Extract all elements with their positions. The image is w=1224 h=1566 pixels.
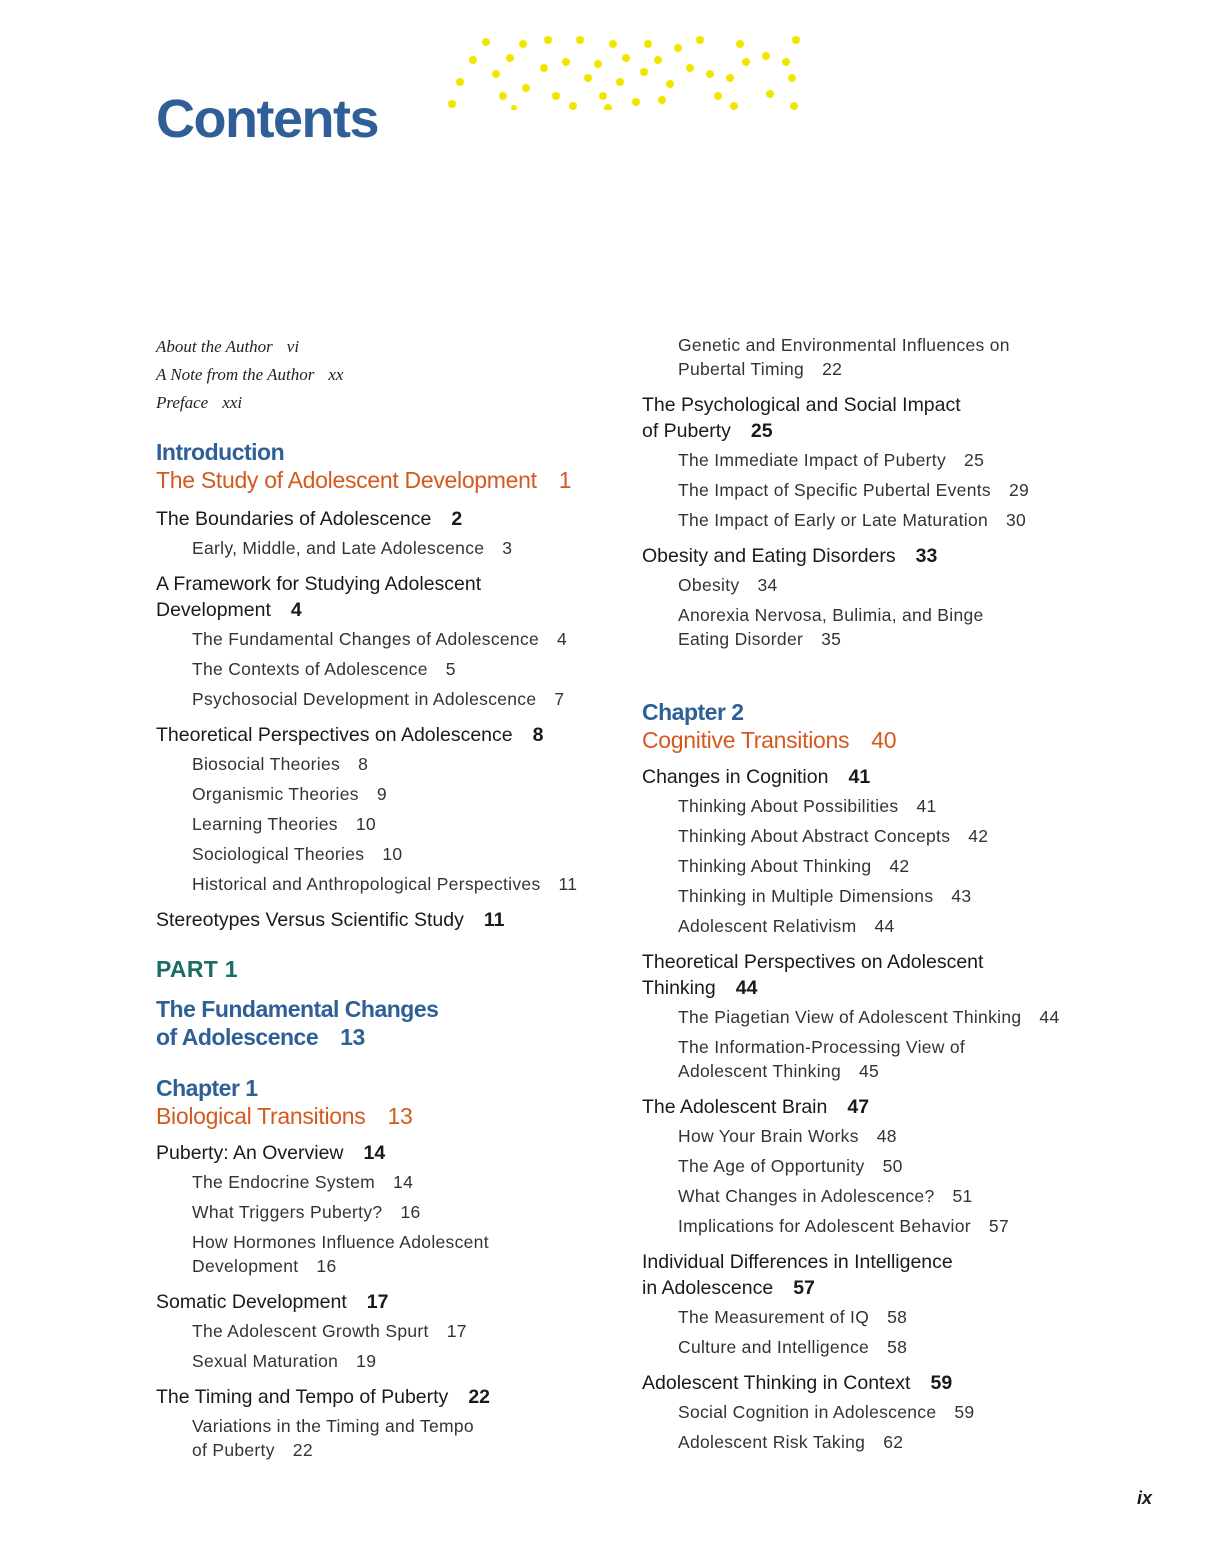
introduction-heading — [156, 439, 606, 495]
toc-subsection[interactable]: Obesity 34 — [678, 575, 778, 595]
contents-left-column — [156, 333, 606, 1462]
chapter-1-heading — [156, 1075, 606, 1131]
toc-section[interactable]: Puberty: An Overview 14 — [156, 1142, 386, 1164]
toc-subsection[interactable]: The Impact of Specific Pubertal Events 29 — [678, 480, 1030, 500]
toc-subsection[interactable]: What Triggers Puberty? 16 — [192, 1202, 421, 1222]
toc-section[interactable]: The Psychological and Social Impact of Puberty 25 — [642, 394, 961, 442]
introduction-label: Introduction — [156, 439, 285, 465]
decorative-dot-pattern — [448, 34, 800, 110]
toc-subsection[interactable]: Implications for Adolescent Behavior 57 — [678, 1216, 1009, 1236]
toc-subsection[interactable]: The Impact of Early or Late Maturation 30 — [678, 510, 1027, 530]
toc-subsection[interactable]: How Your Brain Works 48 — [678, 1126, 897, 1146]
toc-section[interactable]: Individual Differences in Intelligence in Adolescence 57 — [642, 1251, 953, 1299]
toc-subsection[interactable]: The Endocrine System 14 — [192, 1172, 414, 1192]
chapter-title[interactable]: Cognitive Transitions 40 — [642, 727, 897, 753]
toc-subsection[interactable]: What Changes in Adolescence? 51 — [678, 1186, 973, 1206]
toc-subsection[interactable]: Anorexia Nervosa, Bulimia, and Binge Eating Disorder 35 — [678, 605, 984, 649]
toc-subsection[interactable]: The Measurement of IQ 58 — [678, 1307, 908, 1327]
toc-section[interactable]: Stereotypes Versus Scientific Study 11 — [156, 909, 505, 931]
front-matter-item[interactable]: A Note from the Author xx — [156, 365, 344, 384]
contents-right-column — [642, 333, 1102, 1454]
toc-subsection[interactable]: Social Cognition in Adolescence 59 — [678, 1402, 975, 1422]
toc-subsection[interactable]: Adolescent Risk Taking 62 — [678, 1432, 904, 1452]
toc-section[interactable]: A Framework for Studying Adolescent Development 4 — [156, 573, 482, 621]
toc-subsection[interactable]: Thinking About Possibilities 41 — [678, 796, 937, 816]
toc-section[interactable]: Somatic Development 17 — [156, 1291, 389, 1313]
toc-subsection[interactable]: Culture and Intelligence 58 — [678, 1337, 908, 1357]
part-label: PART 1 — [156, 956, 238, 982]
toc-subsection[interactable]: Early, Middle, and Late Adolescence 3 — [192, 538, 513, 558]
front-matter-item[interactable]: About the Author vi — [156, 337, 300, 356]
part-title[interactable]: The Fundamental Changes of Adolescence 13 — [156, 996, 439, 1050]
toc-subsection[interactable]: Psychosocial Development in Adolescence 7 — [192, 689, 565, 709]
toc-section[interactable]: The Boundaries of Adolescence 2 — [156, 508, 463, 530]
toc-section[interactable]: The Adolescent Brain 47 — [642, 1096, 870, 1118]
toc-section[interactable]: Changes in Cognition 41 — [642, 766, 871, 788]
toc-subsection[interactable]: The Fundamental Changes of Adolescence 4 — [192, 629, 568, 649]
page-number: ix — [1136, 1488, 1152, 1508]
toc-subsection[interactable]: Thinking About Abstract Concepts 42 — [678, 826, 989, 846]
toc-section[interactable]: Obesity and Eating Disorders 33 — [642, 545, 938, 567]
chapter-2-heading — [642, 699, 1102, 755]
toc-section[interactable]: Theoretical Perspectives on Adolescent Thinking 44 — [642, 951, 984, 999]
toc-subsection[interactable]: Variations in the Timing and Tempo of Puberty 22 — [192, 1416, 474, 1460]
chapter-title[interactable]: Biological Transitions 13 — [156, 1103, 413, 1129]
toc-subsection[interactable]: Sociological Theories 10 — [192, 844, 403, 864]
toc-subsection[interactable]: Historical and Anthropological Perspectives 11 — [192, 874, 578, 894]
toc-subsection[interactable]: How Hormones Influence Adolescent Development 16 — [192, 1232, 489, 1276]
toc-subsection[interactable]: Thinking in Multiple Dimensions 43 — [678, 886, 972, 906]
toc-subsection[interactable]: The Age of Opportunity 50 — [678, 1156, 903, 1176]
toc-subsection[interactable]: The Piagetian View of Adolescent Thinking 44 — [678, 1007, 1060, 1027]
toc-subsection[interactable]: The Immediate Impact of Puberty 25 — [678, 450, 985, 470]
toc-subsection[interactable]: The Information-Processing View of Adolescent Thinking 45 — [678, 1037, 966, 1081]
page-title: Contents — [156, 89, 378, 149]
toc-subsection[interactable]: Genetic and Environmental Influences on Pubertal Timing 22 — [678, 335, 1010, 379]
toc-section[interactable]: The Timing and Tempo of Puberty 22 — [156, 1386, 491, 1408]
introduction-title[interactable]: The Study of Adolescent Development 1 — [156, 467, 572, 493]
toc-subsection[interactable]: Adolescent Relativism 44 — [678, 916, 895, 936]
toc-subsection[interactable]: Sexual Maturation 19 — [192, 1351, 377, 1371]
toc-subsection[interactable]: Thinking About Thinking 42 — [678, 856, 910, 876]
toc-subsection[interactable]: Biosocial Theories 8 — [192, 754, 369, 774]
toc-subsection[interactable]: Organismic Theories 9 — [192, 784, 387, 804]
toc-section[interactable]: Theoretical Perspectives on Adolescence 8 — [156, 724, 544, 746]
toc-subsection[interactable]: Learning Theories 10 — [192, 814, 376, 834]
toc-subsection[interactable]: The Contexts of Adolescence 5 — [192, 659, 456, 679]
chapter-label: Chapter 2 — [642, 699, 744, 725]
toc-section[interactable]: Adolescent Thinking in Context 59 — [642, 1372, 953, 1394]
front-matter-item[interactable]: Preface xxi — [156, 393, 243, 412]
chapter-label: Chapter 1 — [156, 1075, 258, 1101]
front-matter-list — [156, 333, 606, 417]
toc-subsection[interactable]: The Adolescent Growth Spurt 17 — [192, 1321, 467, 1341]
